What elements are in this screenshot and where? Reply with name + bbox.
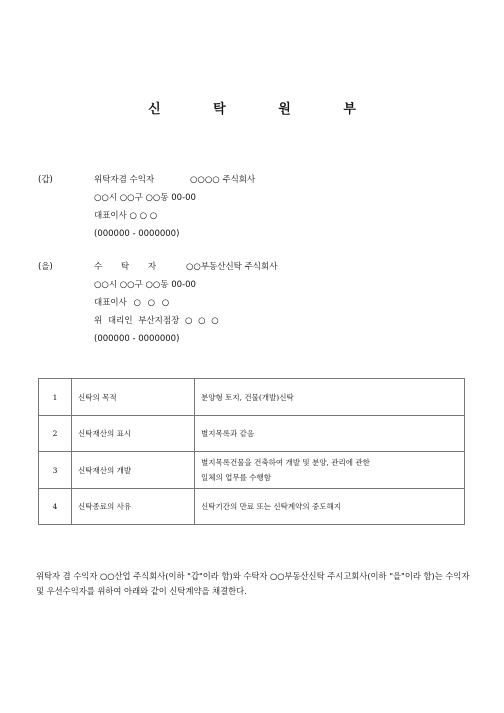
row-content-line-1: 별지목록건물을 건축하여 개발 및 분양, 관리에 관한	[201, 458, 370, 467]
row-content	[195, 452, 465, 489]
row-subject: 신탁재산의 개발	[72, 452, 195, 489]
row-subject: 신탁의 목적	[72, 379, 195, 416]
party-a-role: 위탁자겸 수익자	[94, 175, 155, 185]
document-title: 신 탁 원 부	[148, 102, 380, 117]
party-b-address: ○○시 ○○구 ○○동 00-00	[94, 280, 196, 290]
party-a-address: ○○시 ○○구 ○○동 00-00	[94, 193, 196, 203]
row-subject: 신탁종료의 사유	[72, 489, 195, 525]
contract-paragraph: 위탁자 겸 수익자 ○○산업 주식회사(이하 "갑"이라 함)와 수탁자 ○○부동산신탁 주시고회사(이하 "을"이라 함)는 수익자 및 우선수익자를 위하여 아래와 같이 신탁계약을 채결한다.	[36, 571, 470, 596]
row-content: 분양형 토지, 건물(개발)신탁	[195, 379, 465, 416]
trust-terms-table	[38, 378, 465, 525]
table-row	[39, 416, 465, 452]
party-a-company: ○○○○ 주식회사	[190, 175, 256, 185]
row-number: 4	[39, 489, 72, 525]
row-content: 신탁기간의 만료 또는 신탁계약의 중도해지	[195, 489, 465, 525]
party-a-tag: (갑)	[38, 175, 53, 185]
party-b-tag: (을)	[38, 262, 53, 272]
party-b-company: ○○부동산신탁 주식회사	[186, 262, 278, 272]
row-number: 2	[39, 416, 72, 452]
table-row	[39, 379, 465, 416]
party-b-role: 수 탁 자	[94, 262, 157, 272]
party-a-representative: 대표이사 ○ ○ ○	[94, 211, 158, 221]
row-content-line-2: 일체의 업무를 수행함	[201, 473, 271, 482]
party-a-registration-number: (000000 - 0000000)	[94, 229, 180, 239]
table-row	[39, 452, 465, 489]
party-b-agent: 위 대리인 부산지점장 ○ ○ ○	[94, 316, 219, 326]
row-number: 3	[39, 452, 72, 489]
row-number: 1	[39, 379, 72, 416]
party-b-registration-number: (000000 - 0000000)	[94, 334, 180, 344]
table-row	[39, 489, 465, 525]
row-content: 별지목록과 같음	[195, 416, 465, 452]
party-b-representative: 대표이사 ○ ○ ○	[94, 298, 170, 308]
row-subject: 신탁재산의 표시	[72, 416, 195, 452]
